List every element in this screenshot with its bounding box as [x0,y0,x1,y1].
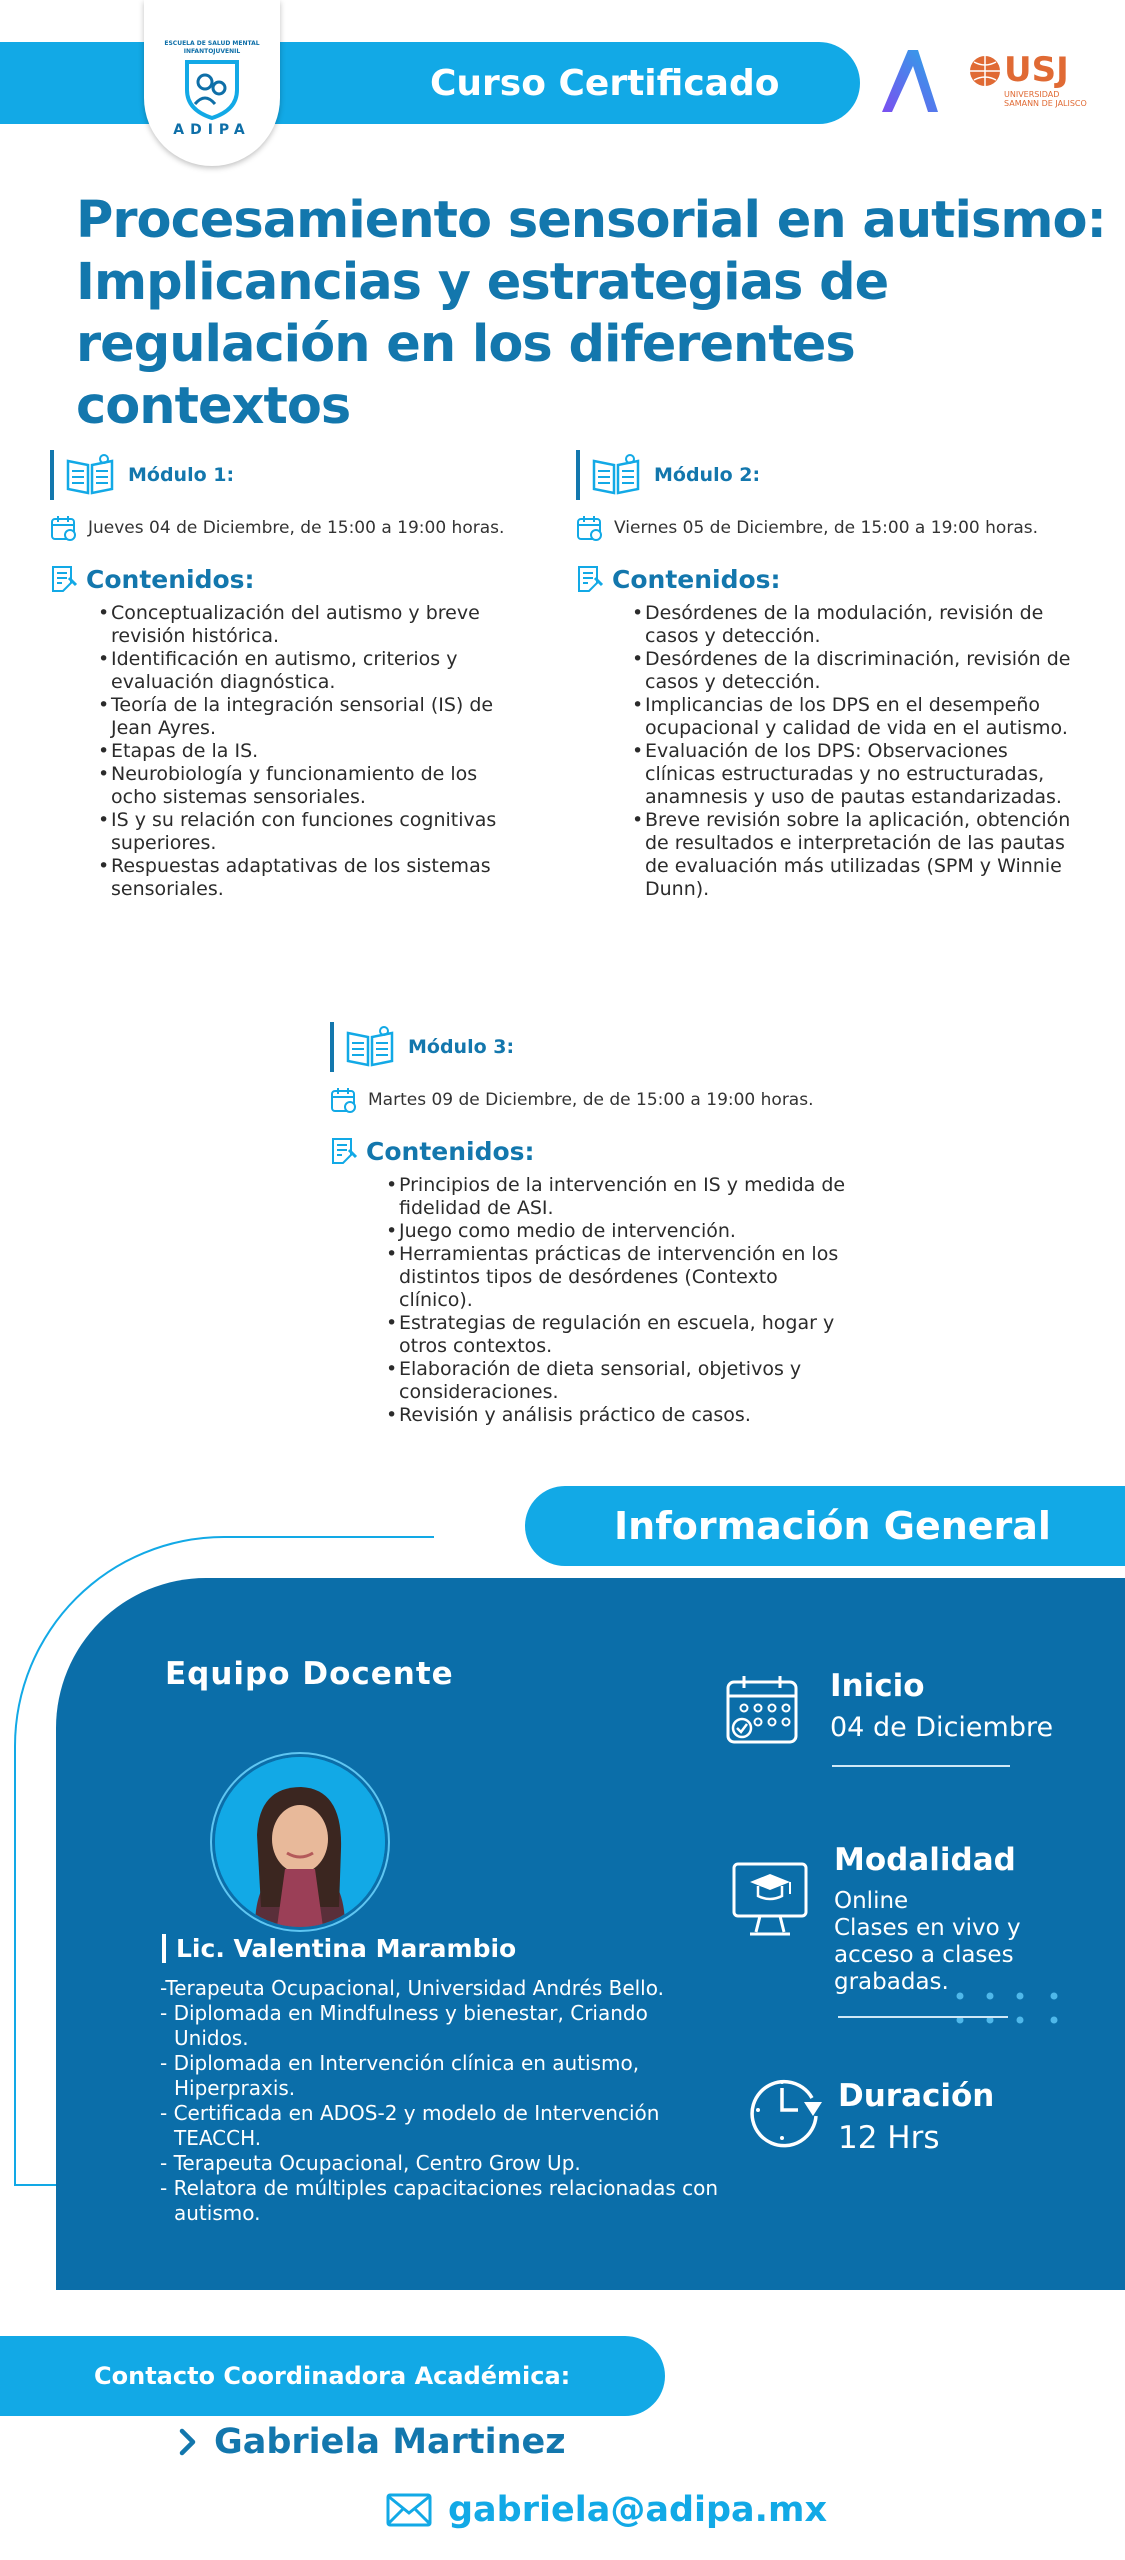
mode-details [834,1888,1021,1996]
chevron-right-icon [178,2427,198,2457]
contact-title: Contacto Coordinadora Académica: [94,2362,571,2390]
mode-title: Modalidad [834,1842,1016,1878]
module-2 [576,450,1096,901]
book-icon [344,1025,396,1069]
book-icon [64,453,116,497]
list-item: • Principios de la intervención en IS y medida de fidelidad de ASI. [386,1174,856,1220]
mode-line: Online [834,1888,909,1914]
usj-logo-word: USJ [1004,50,1069,90]
teacher-cv-line: - Certificada en ADOS-2 y modelo de Intervención TEACCH. [160,2101,660,2150]
calendar-icon [330,1086,358,1114]
online-class-icon [730,1860,810,1948]
list-item: • Herramientas prácticas de intervención en los distintos tipos de desórdenes (Contexto clínico). [386,1243,856,1312]
list-item: • Estrategias de regulación en escuela, hogar y otros contextos. [386,1312,856,1358]
mode-line: grabadas. [834,1969,949,1995]
list-item: • Desórdenes de la modulación, revisión de casos y detección. [632,602,1072,648]
list-item: • Revisión y análisis práctico de casos. [386,1404,856,1427]
start-title: Inicio [830,1668,925,1704]
teacher-cv-line: -Terapeuta Ocupacional, Universidad Andrés Bello. [160,1976,664,2000]
decorative-dots [956,1990,1066,2030]
list-item: • Etapas de la IS. [98,740,518,763]
module-1 [50,450,530,901]
calendar-icon [50,514,78,542]
module-1-title: Módulo 1: [128,464,235,486]
list-item: • Desórdenes de la discriminación, revisión de casos y detección. [632,648,1072,694]
contact-email[interactable]: gabriela@adipa.mx [448,2490,828,2530]
book-icon [590,453,642,497]
module-1-date-row [50,514,530,542]
divider [832,1765,1010,1767]
module-1-header [50,450,530,500]
list-item: • Breve revisión sobre la aplicación, obtención de resultados e interpretación de las pautas de evaluación más utilizadas (SPM y Winnie Dunn). [632,809,1072,901]
list-item: • IS y su relación con funciones cognitivas superiores. [98,809,518,855]
module-3-title: Módulo 3: [408,1036,515,1058]
avatar [215,1757,385,1927]
general-info-title: Información General [614,1504,1051,1548]
duration-title: Duración [838,2078,995,2114]
contact-name: Gabriela Martinez [214,2422,566,2462]
list-item: • Neurobiología y funcionamiento de los ocho sistemas sensoriales. [98,763,518,809]
course-badge-label: Curso Certificado [430,62,780,104]
module-3-date: Martes 09 de Diciembre, de de 15:00 a 19:00 horas. [368,1090,814,1110]
document-icon [576,564,604,594]
module-2-date-row [576,514,1096,542]
teacher-name: Lic. Valentina Marambio [162,1934,516,1963]
module-2-title: Módulo 2: [654,464,761,486]
contact-email-row[interactable] [386,2490,827,2530]
document-icon [330,1136,358,1166]
list-item: • Respuestas adaptativas de los sistemas sensoriales. [98,855,518,901]
adipa-logo [144,0,280,166]
list-item: • Identificación en autismo, criterios y evaluación diagnóstica. [98,648,518,694]
module-1-date: Jueves 04 de Diciembre, de 15:00 a 19:00 horas. [88,518,505,538]
adipa-logo-subtitle: ESCUELA DE SALUD MENTAL INFANTOJUVENIL [164,40,260,55]
mode-line: acceso a clases [834,1942,1014,1968]
usj-globe-icon [968,54,1002,88]
module-2-contents-label: Contenidos: [612,564,781,594]
module-2-contents-heading [576,564,1096,594]
duration-value: 12 Hrs [838,2120,940,2156]
module-3-contents-label: Contenidos: [366,1136,535,1166]
usj-logo-subtitle: UNIVERSIDAD SAMANN DE JALISCO [1004,90,1087,108]
module-3-contents-heading [330,1136,870,1166]
mail-icon [386,2493,432,2527]
list-item: • Implicancias de los DPS en el desempeño ocupacional y calidad de vida en el autismo. [632,694,1072,740]
module-3-header [330,1022,870,1072]
module-3-date-row [330,1086,870,1114]
teacher-cv [160,1976,720,2226]
module-2-contents-list [632,602,1072,901]
clock-icon [746,2072,826,2152]
partner-a-logo [878,44,942,116]
start-value: 04 de Diciembre [830,1712,1054,1743]
list-item: • Elaboración de dieta sensorial, objetivos y consideraciones. [386,1358,856,1404]
page-title: Procesamiento sensorial en autismo: Implicancias y estrategias de regulación en los diferentes contextos [76,191,1106,436]
document-icon [50,564,78,594]
mode-line: Clases en vivo y [834,1915,1021,1941]
module-1-contents-heading [50,564,530,594]
calendar-icon [576,514,604,542]
team-title: Equipo Docente [165,1656,454,1692]
teacher-cv-line: - Relatora de múltiples capacitaciones relacionadas con autismo. [160,2176,719,2225]
contact-name-row [178,2422,566,2462]
list-item: • Teoría de la integración sensorial (IS) de Jean Ayres. [98,694,518,740]
module-3 [330,1022,870,1427]
teacher-cv-line: - Diplomada en Mindfulness y bienestar, Criando Unidos. [160,2001,648,2050]
adipa-logo-word: ADIPA [173,122,251,138]
list-item: • Evaluación de los DPS: Observaciones clínicas estructuradas y no estructuradas, anamnesis y uso de pautas estandarizadas. [632,740,1072,809]
module-1-contents-label: Contenidos: [86,564,255,594]
module-2-date: Viernes 05 de Diciembre, de 15:00 a 19:00 horas. [614,518,1038,538]
module-3-contents-list [386,1174,856,1427]
list-item: • Juego como medio de intervención. [386,1220,856,1243]
adipa-shield-icon [177,56,247,120]
list-item: • Conceptualización del autismo y breve revisión histórica. [98,602,518,648]
calendar-large-icon [724,1672,802,1754]
usj-logo [968,50,1088,116]
module-1-contents-list [98,602,518,901]
module-2-header [576,450,1096,500]
teacher-cv-line: - Diplomada en Intervención clínica en autismo, Hiperpraxis. [160,2051,640,2100]
divider [838,2016,1008,2018]
teacher-cv-line: - Terapeuta Ocupacional, Centro Grow Up. [160,2151,581,2175]
